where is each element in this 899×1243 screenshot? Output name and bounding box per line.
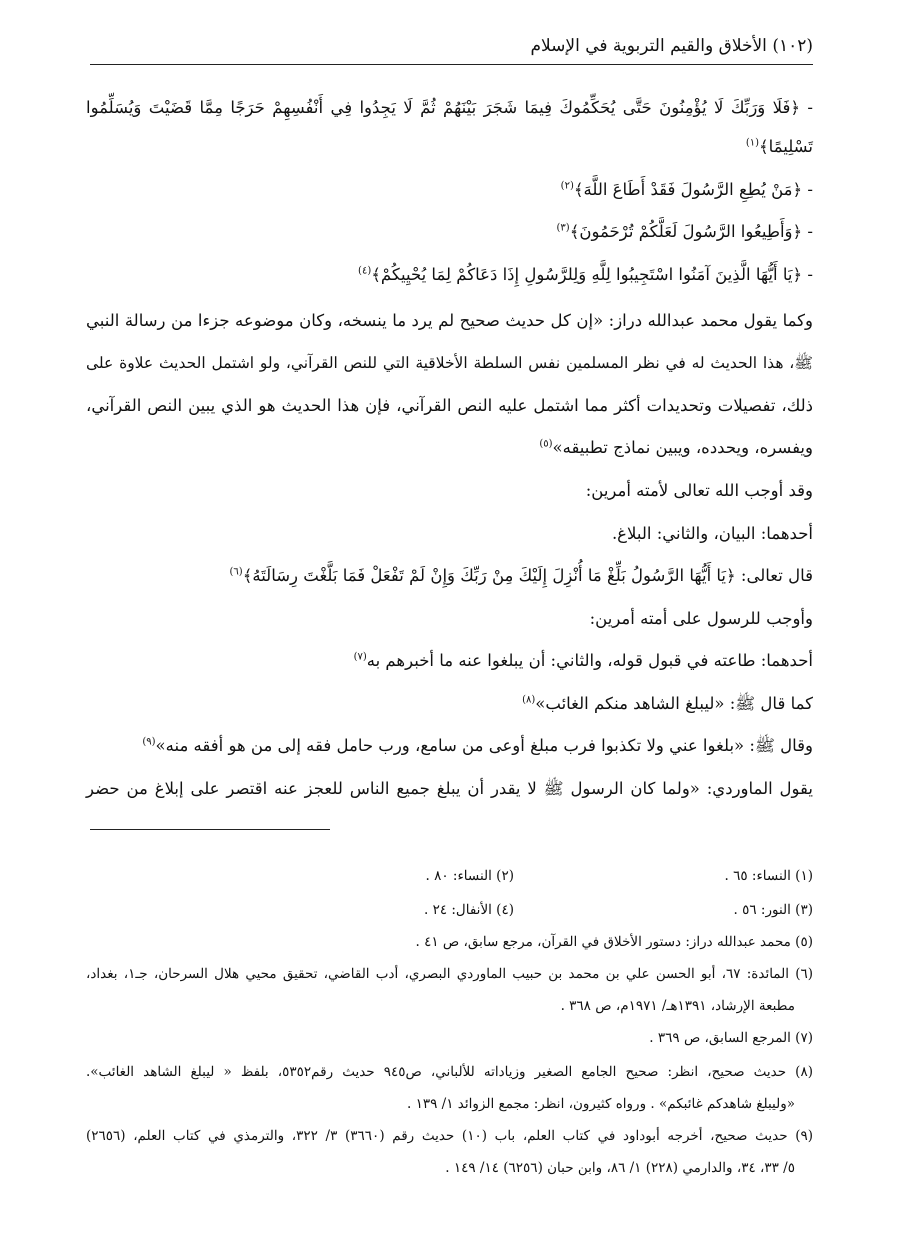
paragraph-7-text: كما قال ﷺ: «ليبلغ الشاهد منكم الغائب» bbox=[535, 694, 813, 713]
paragraph-4 bbox=[230, 566, 814, 585]
verse-1-line-2 bbox=[746, 137, 813, 156]
footnote-7: (٧) المرجع السابق، ص ٣٦٩ . bbox=[649, 1030, 813, 1046]
verse-1-line-1: - ﴿فَلَا وَرَبِّكَ لَا يُؤْمِنُونَ حَتَّى يُحَكِّمُوكَ فِيمَا شَجَرَ بَيْنَهُمْ ثُمَّ لَا يَجِدُوا فِي أَنْفُسِهِمْ حَرَجًا مِمَّا قَضَيْتَ وَيُسَلِّمُوا bbox=[86, 98, 813, 117]
footnote-9-line-1: (٩) حديث صحيح، أخرجه أبوداود في كتاب العلم، باب (١٠) حديث رقم (٣٦٦٠) ٣/ ٣٢٢، والترمذي في كتاب العلم، (٢٦٥٦) bbox=[86, 1128, 814, 1144]
paragraph-8 bbox=[142, 736, 813, 760]
paragraph-1-line-4 bbox=[539, 438, 813, 457]
footnote-ref-2: (٢) bbox=[560, 180, 574, 192]
footnote-8-line-1: (٨) حديث صحيح، انظر: صحيح الجامع الصغير وزياداته للألباني، ص٩٤٥ حديث رقم٥٣٥٢، بلفظ « ليبلغ الشاهد الغائب». bbox=[86, 1064, 813, 1080]
paragraph-6 bbox=[354, 651, 813, 670]
footnote-4: (٤) الأنفال: ٢٤ . bbox=[423, 902, 514, 918]
footnote-ref-6: (٦) bbox=[229, 566, 243, 578]
footnote-8-line-2: «وليبلغ شاهدكم غائبكم» . ورواه كثيرون، انظر: مجمع الزوائد ١/ ١٣٩ . bbox=[407, 1096, 795, 1112]
footnote-ref-4: (٤) bbox=[358, 265, 372, 277]
paragraph-1-line-1: وكما يقول محمد عبدالله دراز: «إن كل حديث صحيح لم يرد ما ينسخه، وكان موضوعه جزءا من رسالة النبي bbox=[86, 311, 813, 330]
footnote-separator bbox=[90, 829, 330, 830]
footnote-ref-1: (١) bbox=[745, 137, 759, 149]
paragraph-8-text: وقال ﷺ: «بلغوا عني ولا تكذبوا فرب مبلغ أوعى من سامع، ورب حامل فقه إلى من هو أفقه منه» bbox=[155, 736, 813, 755]
paragraph-2: وقد أوجب الله تعالى لأمته أمرين: bbox=[585, 481, 813, 500]
footnote-ref-7: (٧) bbox=[353, 651, 367, 663]
footnote-1: (١) النساء: ٦٥ . bbox=[724, 868, 813, 884]
footnote-ref-9: (٩) bbox=[142, 736, 156, 748]
paragraph-1-line-3: ذلك، تفصيلات وتحديدات أكثر مما اشتمل عليه النص القرآني، فإن هذا الحديث هو الذي يبين النص القرآني، bbox=[86, 396, 813, 415]
footnote-3: (٣) النور: ٥٦ . bbox=[733, 902, 813, 918]
paragraph-1-end: ويفسره، ويحدده، ويبين نماذج تطبيقه» bbox=[552, 438, 813, 457]
verse-4-text: - ﴿يَا أَيُّهَا الَّذِينَ آمَنُوا اسْتَجِيبُوا لِلَّهِ وَلِلرَّسُولِ إِذَا دَعَاكُمْ لِمَا يُحْيِيكُمْ﴾ bbox=[371, 265, 813, 284]
verse-2 bbox=[561, 180, 813, 199]
page-number: (١٠٢) bbox=[772, 36, 813, 56]
footnote-5: (٥) محمد عبدالله دراز: دستور الأخلاق في القرآن، مرجع سابق، ص ٤١ . bbox=[415, 934, 813, 950]
header-rule bbox=[90, 64, 813, 65]
verse-1-end: تَسْلِيمًا﴾ bbox=[759, 137, 813, 156]
footnote-2: (٢) النساء: ٨٠ . bbox=[425, 868, 514, 884]
paragraph-1-line-2: ﷺ، هذا الحديث له في نظر المسلمين نفس السلطة الأخلاقية التي للنص القرآني، ولو اشتمل الحديث علاوة على bbox=[86, 354, 813, 372]
paragraph-4-text: قال تعالى: ﴿يَا أَيُّهَا الرَّسُولُ بَلِّغْ مَا أُنْزِلَ إِلَيْكَ مِنْ رَبِّكَ وَإِنْ لَمْ تَفْعَلْ فَمَا بَلَّغْتَ رِسَالَتَهُ﴾ bbox=[242, 566, 813, 585]
footnote-ref-8: (٨) bbox=[522, 694, 536, 706]
running-header bbox=[530, 36, 813, 56]
verse-3 bbox=[557, 222, 813, 241]
footnote-9-line-2: ٥/ ٣٣، ٣٤، والدارمي (٢٢٨) ١/ ٨٦، وابن حبان (٦٢٥٦) ١٤/ ١٤٩ . bbox=[445, 1160, 795, 1176]
book-title: الأخلاق والقيم التربوية في الإسلام bbox=[530, 36, 767, 56]
paragraph-9: يقول الماوردي: «ولما كان الرسول ﷺ لا يقدر أن يبلغ جميع الناس للعجز عنه اقتصر على إبلاغ من حضر bbox=[86, 779, 813, 798]
paragraph-5: وأوجب للرسول على أمته أمرين: bbox=[589, 609, 813, 628]
verse-3-text: - ﴿وَأَطِيعُوا الرَّسُولَ لَعَلَّكُمْ تُرْحَمُونَ﴾ bbox=[569, 222, 813, 241]
footnote-6-line-2: مطبعة الإرشاد، ١٣٩١هـ/ ١٩٧١م، ص ٣٦٨ . bbox=[560, 998, 795, 1014]
verse-4 bbox=[358, 265, 813, 284]
paragraph-3: أحدهما: البيان، والثاني: البلاغ. bbox=[611, 524, 813, 543]
footnote-ref-5: (٥) bbox=[539, 438, 553, 450]
footnote-ref-3: (٣) bbox=[556, 222, 570, 234]
paragraph-6-text: أحدهما: طاعته في قبول قوله، والثاني: أن يبلغوا عنه ما أخبرهم به bbox=[366, 651, 813, 670]
footnote-6-line-1: (٦) المائدة: ٦٧، أبو الحسن علي بن محمد بن حبيب الماوردي البصري، أدب القاضي، تحقيق محيي هلال السرحان، جـ١، بغداد، bbox=[86, 966, 814, 982]
paragraph-7 bbox=[522, 694, 813, 718]
verse-2-text: - ﴿مَنْ يُطِعِ الرَّسُولَ فَقَدْ أَطَاعَ اللَّهَ﴾ bbox=[573, 180, 813, 199]
